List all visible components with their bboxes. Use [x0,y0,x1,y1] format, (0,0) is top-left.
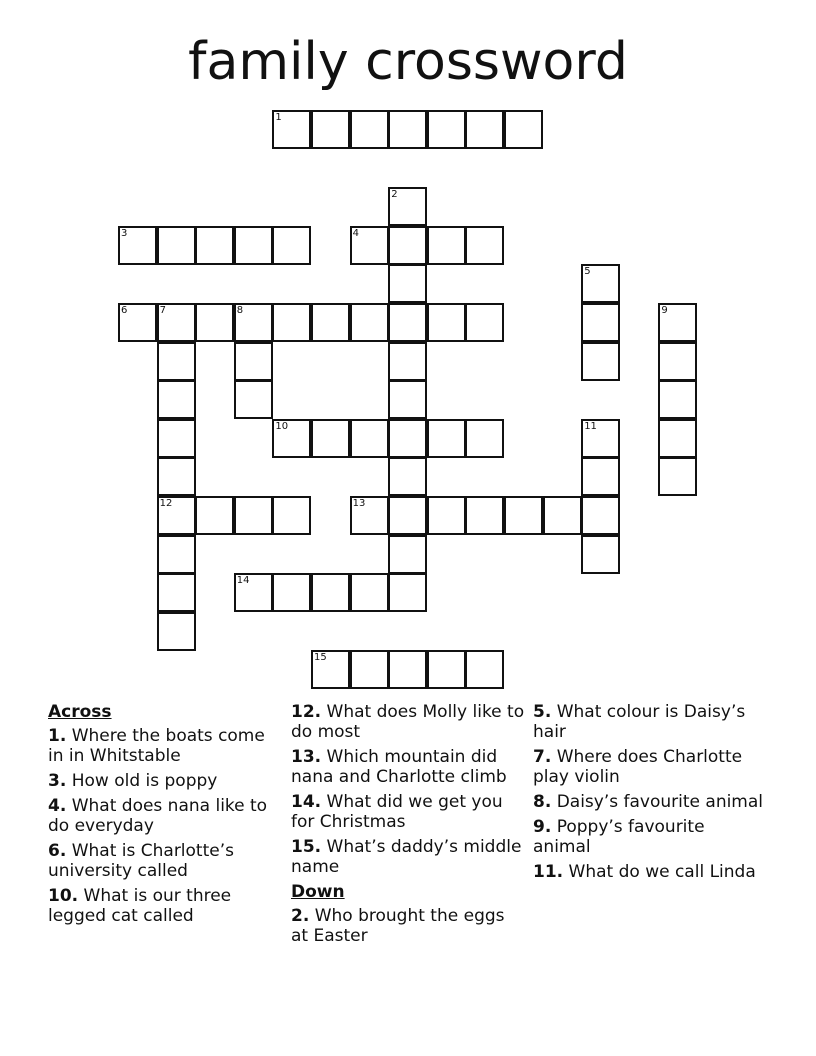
grid-cell[interactable] [157,226,196,265]
grid-cell[interactable] [350,110,389,149]
grid-cell[interactable] [581,457,620,496]
grid-cell[interactable] [157,380,196,419]
grid-cell[interactable] [272,226,311,265]
down-heading: Down [291,882,345,902]
grid-cell[interactable] [272,110,311,149]
grid-cell[interactable] [195,226,234,265]
clues-column-2 [291,702,526,951]
grid-cell[interactable] [427,496,466,535]
grid-cell[interactable] [350,419,389,458]
grid-cell[interactable] [388,650,427,689]
grid-cell[interactable] [350,226,389,265]
grid-cell[interactable] [118,226,157,265]
grid-cell[interactable] [388,264,427,303]
grid-cell[interactable] [465,110,504,149]
cell-number: 14 [236,575,250,587]
grid-cell[interactable] [350,650,389,689]
cell-number: 10 [275,420,289,432]
grid-cell[interactable] [157,419,196,458]
grid-cell[interactable] [388,457,427,496]
grid-cell[interactable] [504,110,543,149]
grid-cell[interactable] [388,380,427,419]
clue-across-4: 4. What does nana like to do everyday [48,796,268,836]
clue-across-3: 3. How old is poppy [48,771,218,791]
clue-down-8: 8. Daisy’s favourite animal [533,792,764,812]
grid-cell[interactable] [388,535,427,574]
grid-cell[interactable] [388,342,427,381]
grid-cell[interactable] [311,303,350,342]
grid-cell[interactable] [581,303,620,342]
grid-cell[interactable] [234,496,273,535]
grid-cell[interactable] [118,303,157,342]
grid-cell[interactable] [195,496,234,535]
cell-number: 8 [236,305,244,316]
grid-cell[interactable] [465,650,504,689]
grid-cell[interactable] [388,573,427,612]
cell-number: 6 [121,305,128,316]
grid-cell[interactable] [388,110,427,149]
grid-cell[interactable] [465,496,504,535]
clue-down-2: 2. Who brought the eggs at Easter [291,906,505,946]
grid-cell[interactable] [157,535,196,574]
grid-cell[interactable] [234,226,273,265]
clue-across-10: 10. What is our three legged cat called [48,886,232,926]
grid-cell[interactable] [427,303,466,342]
grid-cell[interactable] [581,342,620,381]
grid-cell[interactable] [658,342,697,381]
grid-cell[interactable] [388,226,427,265]
cell-number: 12 [159,498,173,509]
grid-cell[interactable] [465,303,504,342]
grid-cell[interactable] [581,496,620,535]
grid-cell[interactable] [658,419,697,458]
grid-cell[interactable] [234,342,273,381]
grid-cell[interactable] [388,496,427,535]
grid-cell[interactable] [157,612,196,651]
cell-number: 3 [121,227,128,239]
grid-cell[interactable] [504,496,543,535]
clues-column-1 [48,702,273,931]
grid-cell[interactable] [350,573,389,612]
grid-cell[interactable] [581,535,620,574]
grid-cell[interactable] [157,342,196,381]
grid-cell[interactable] [272,573,311,612]
grid-cell[interactable] [311,573,350,612]
grid-cell[interactable] [272,303,311,342]
grid-cell[interactable] [311,110,350,149]
grid-cell[interactable] [272,419,311,458]
grid-cell[interactable] [157,496,196,535]
grid-cell[interactable] [157,573,196,612]
grid-cell[interactable] [581,264,620,303]
clue-across-15: 15. What’s daddy’s middle name [291,837,522,877]
grid-cell[interactable] [427,226,466,265]
grid-cell[interactable] [388,187,427,226]
cell-number: 9 [661,305,668,316]
grid-cell[interactable] [350,303,389,342]
grid-cell[interactable] [658,380,697,419]
cell-number: 13 [352,498,366,509]
grid-cell[interactable] [195,303,234,342]
grid-cell[interactable] [658,303,697,342]
cell-number: 4 [352,227,359,239]
clue-across-6: 6. What is Charlotte’s university called [48,841,234,881]
grid-cell[interactable] [427,650,466,689]
clue-down-5: 5. What colour is Daisy’s hair [533,702,746,742]
grid-cell[interactable] [350,496,389,535]
clue-down-7: 7. Where does Charlotte play violin [533,747,743,787]
clue-across-1: 1. Where the boats come in in Whitstable [48,726,265,766]
grid-cell[interactable] [234,380,273,419]
cell-number: 7 [159,305,166,316]
grid-cell[interactable] [157,457,196,496]
clue-down-11: 11. What do we call Linda [533,862,756,882]
page-title: family crossword [188,32,628,92]
cell-number: 11 [584,420,597,432]
grid-cell[interactable] [465,419,504,458]
grid-cell[interactable] [234,303,273,342]
grid-cell[interactable] [427,419,466,458]
cell-number: 15 [314,652,327,664]
grid-cell[interactable] [658,457,697,496]
grid-cell[interactable] [234,573,273,612]
grid-cell[interactable] [581,419,620,458]
grid-cell[interactable] [157,303,196,342]
clue-down-9: 9. Poppy’s favourite animal [533,817,705,857]
cell-number: 5 [584,266,591,278]
grid-cell[interactable] [465,226,504,265]
grid-cell[interactable] [388,303,427,342]
grid-cell[interactable] [311,650,350,689]
clues-column-3 [533,702,763,887]
grid-cell[interactable] [311,419,350,458]
across-heading: Across [48,702,112,722]
cell-number: 2 [391,189,398,201]
clue-across-12: 12. What does Molly like to do most [291,702,525,742]
grid-cell[interactable] [388,419,427,458]
clue-across-13: 13. Which mountain did nana and Charlotte climb [291,747,507,787]
grid-cell[interactable] [272,496,311,535]
cell-number: 1 [275,112,282,123]
grid-cell[interactable] [543,496,582,535]
clue-across-14: 14. What did we get you for Christmas [291,792,503,832]
grid-cell[interactable] [427,110,466,149]
